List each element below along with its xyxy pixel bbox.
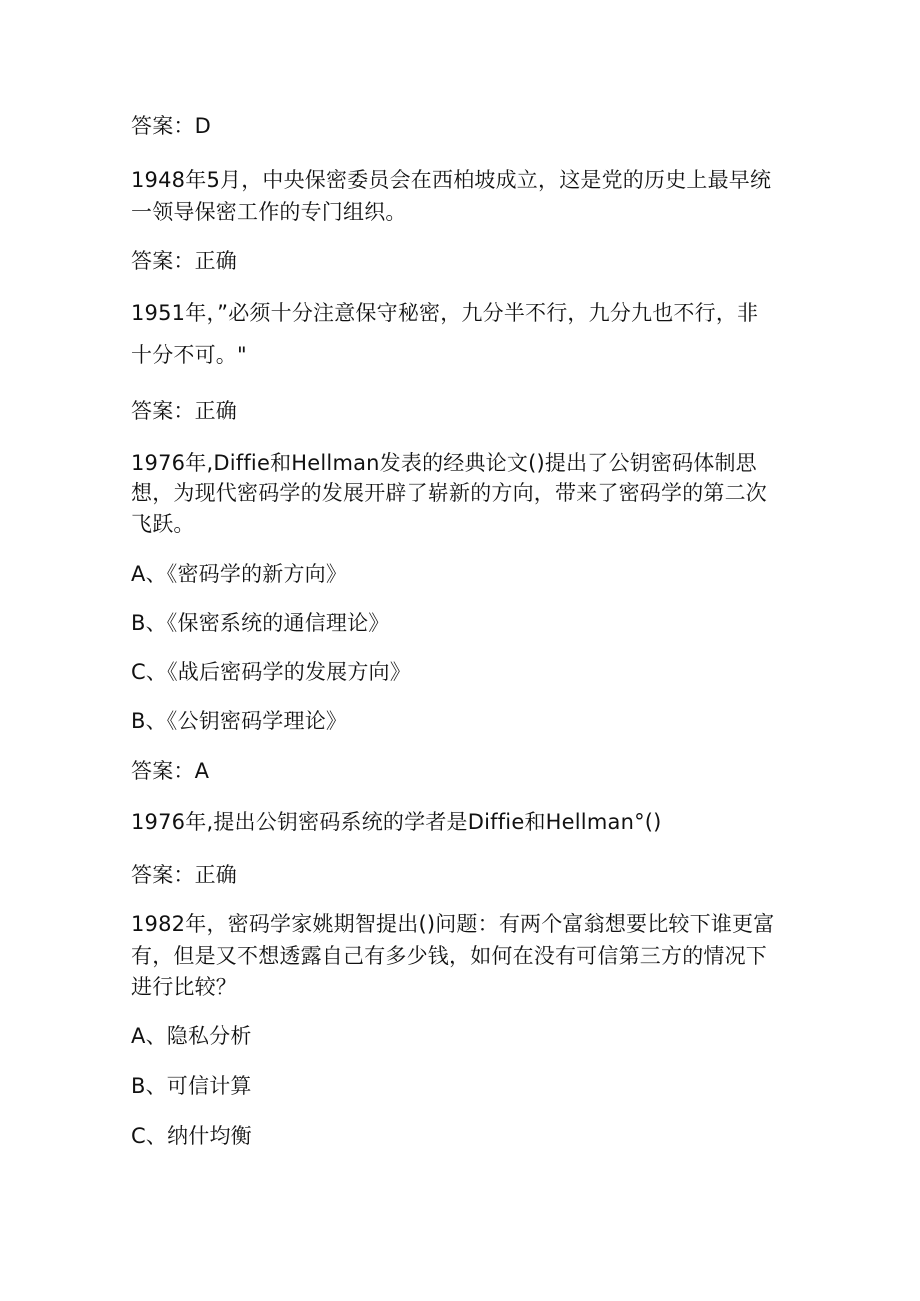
- answer-line: 答案：正确: [131, 399, 237, 423]
- question-text: 飞跃。: [131, 512, 195, 536]
- question-text: 有，但是又不想透露自己有多少钱，如何在没有可信第三方的情况下: [131, 944, 767, 968]
- question-text: 1976年,Diffie和Hellman发表的经典论文()提出了公钥密码体制思: [131, 451, 757, 475]
- question-text: 一领导保密工作的专门组织。: [131, 200, 407, 224]
- question-text: 想，为现代密码学的发展开辟了崭新的方向，带来了密码学的第二次: [131, 481, 767, 505]
- question-text: 1976年,提出公钥密码系统的学者是Diffie和Hellman°(): [131, 810, 662, 834]
- question-text: 1948年5月，中央保密委员会在西柏坡成立，这是党的历史上最早统: [131, 168, 772, 192]
- option-line: A、隐私分析: [131, 1024, 252, 1048]
- option-line: A、《密码学的新方向》: [131, 562, 348, 586]
- question-text: 进行比较？: [131, 975, 237, 999]
- option-line: C、《战后密码学的发展方向》: [131, 660, 411, 684]
- answer-line: 答案：正确: [131, 249, 237, 273]
- option-line: B、《公钥密码学理论》: [131, 709, 348, 733]
- answer-line: 答案：D: [131, 114, 211, 138]
- option-line: C、纳什均衡: [131, 1124, 252, 1148]
- answer-line: 答案：A: [131, 759, 210, 783]
- question-text: 1951年，”必须十分注意保守秘密，九分半不行，九分九也不行，非: [131, 301, 759, 325]
- answer-line: 答案：正确: [131, 863, 237, 887]
- question-text: 十分不可。": [131, 343, 247, 367]
- option-line: B、《保密系统的通信理论》: [131, 611, 390, 635]
- option-line: B、可信计算: [131, 1074, 252, 1098]
- question-text: 1982年，密码学家姚期智提出()问题：有两个富翁想要比较下谁更富: [131, 912, 775, 936]
